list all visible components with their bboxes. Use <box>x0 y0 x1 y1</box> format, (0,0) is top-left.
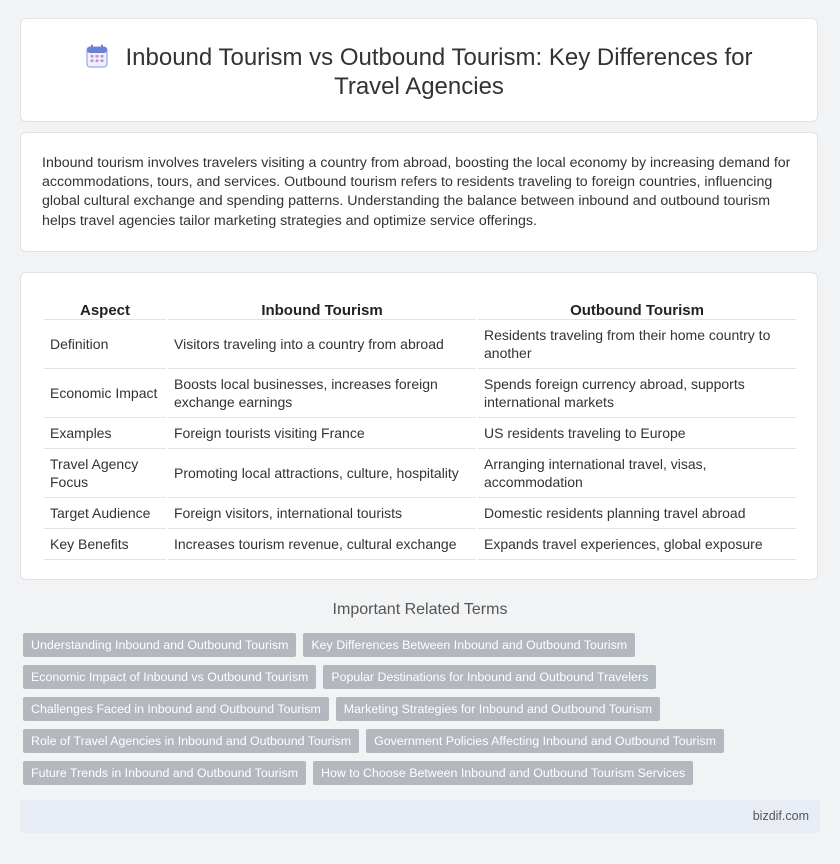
comparison-table <box>42 293 798 560</box>
related-term-tag[interactable]: Understanding Inbound and Outbound Tourism <box>23 633 296 657</box>
related-terms-title: Important Related Terms <box>332 601 508 618</box>
table-row <box>44 320 796 369</box>
page-title <box>21 43 817 101</box>
table-cell: Spends foreign currency abroad, supports international markets <box>478 369 796 418</box>
table-row <box>44 449 796 498</box>
table-cell: Promoting local attractions, culture, hospitality <box>168 449 476 498</box>
table-cell: Foreign tourists visiting France <box>168 418 476 449</box>
related-term-tag[interactable]: Popular Destinations for Inbound and Outbound Travelers <box>323 665 656 689</box>
intro-paragraph: Inbound tourism involves travelers visiting a country from abroad, boosting the local economy by increasing demand for accommodations, tours, and services. Outbound tourism refers to residents traveling to foreign countries, influencing global cultural exchange and spending patterns. Understanding the balance between inbound and outbound tourism helps travel agencies tailor marketing strategies and optimize service offerings. <box>42 155 791 229</box>
header-outbound: Outbound Tourism <box>478 293 796 320</box>
table-cell: Economic Impact <box>44 369 166 418</box>
table-cell: Increases tourism revenue, cultural exchange <box>168 529 476 560</box>
comparison-card <box>20 272 818 580</box>
table-cell: Foreign visitors, international tourists <box>168 498 476 529</box>
table-cell: Definition <box>44 320 166 369</box>
related-term-tag[interactable]: How to Choose Between Inbound and Outbound Tourism Services <box>313 761 693 785</box>
footer-brand[interactable]: bizdif.com <box>752 809 809 823</box>
table-row <box>44 498 796 529</box>
table-cell: Visitors traveling into a country from abroad <box>168 320 476 369</box>
related-term-tag[interactable]: Marketing Strategies for Inbound and Outbound Tourism <box>336 697 660 721</box>
footer <box>20 800 820 833</box>
tag-row <box>23 729 731 753</box>
header-card <box>20 18 818 122</box>
table-row <box>44 418 796 449</box>
intro-card <box>20 132 818 252</box>
table-cell: Residents traveling from their home country to another <box>478 320 796 369</box>
table-cell: Examples <box>44 418 166 449</box>
header-inbound: Inbound Tourism <box>168 293 476 320</box>
table-cell: Target Audience <box>44 498 166 529</box>
table-row <box>44 529 796 560</box>
table-cell: Arranging international travel, visas, accommodation <box>478 449 796 498</box>
page-title-text: Inbound Tourism vs Outbound Tourism: Key Differences for Travel Agencies <box>125 44 753 100</box>
tag-row <box>23 665 663 689</box>
table-cell: Expands travel experiences, global exposure <box>478 529 796 560</box>
related-term-tag[interactable]: Government Policies Affecting Inbound and Outbound Tourism <box>366 729 724 753</box>
calendar-icon <box>86 44 108 68</box>
table-header-row <box>44 293 796 320</box>
header-aspect: Aspect <box>44 293 166 320</box>
tag-row <box>23 697 667 721</box>
table-cell: US residents traveling to Europe <box>478 418 796 449</box>
table-cell: Key Benefits <box>44 529 166 560</box>
related-term-tag[interactable]: Role of Travel Agencies in Inbound and Outbound Tourism <box>23 729 359 753</box>
table-cell: Domestic residents planning travel abroad <box>478 498 796 529</box>
tag-row <box>23 633 642 657</box>
related-term-tag[interactable]: Challenges Faced in Inbound and Outbound Tourism <box>23 697 329 721</box>
related-term-tag[interactable]: Economic Impact of Inbound vs Outbound Tourism <box>23 665 316 689</box>
table-cell: Boosts local businesses, increases foreign exchange earnings <box>168 369 476 418</box>
related-term-tag[interactable]: Key Differences Between Inbound and Outbound Tourism <box>303 633 635 657</box>
table-row <box>44 369 796 418</box>
tag-row <box>23 761 700 785</box>
related-term-tag[interactable]: Future Trends in Inbound and Outbound Tourism <box>23 761 306 785</box>
table-cell: Travel Agency Focus <box>44 449 166 498</box>
